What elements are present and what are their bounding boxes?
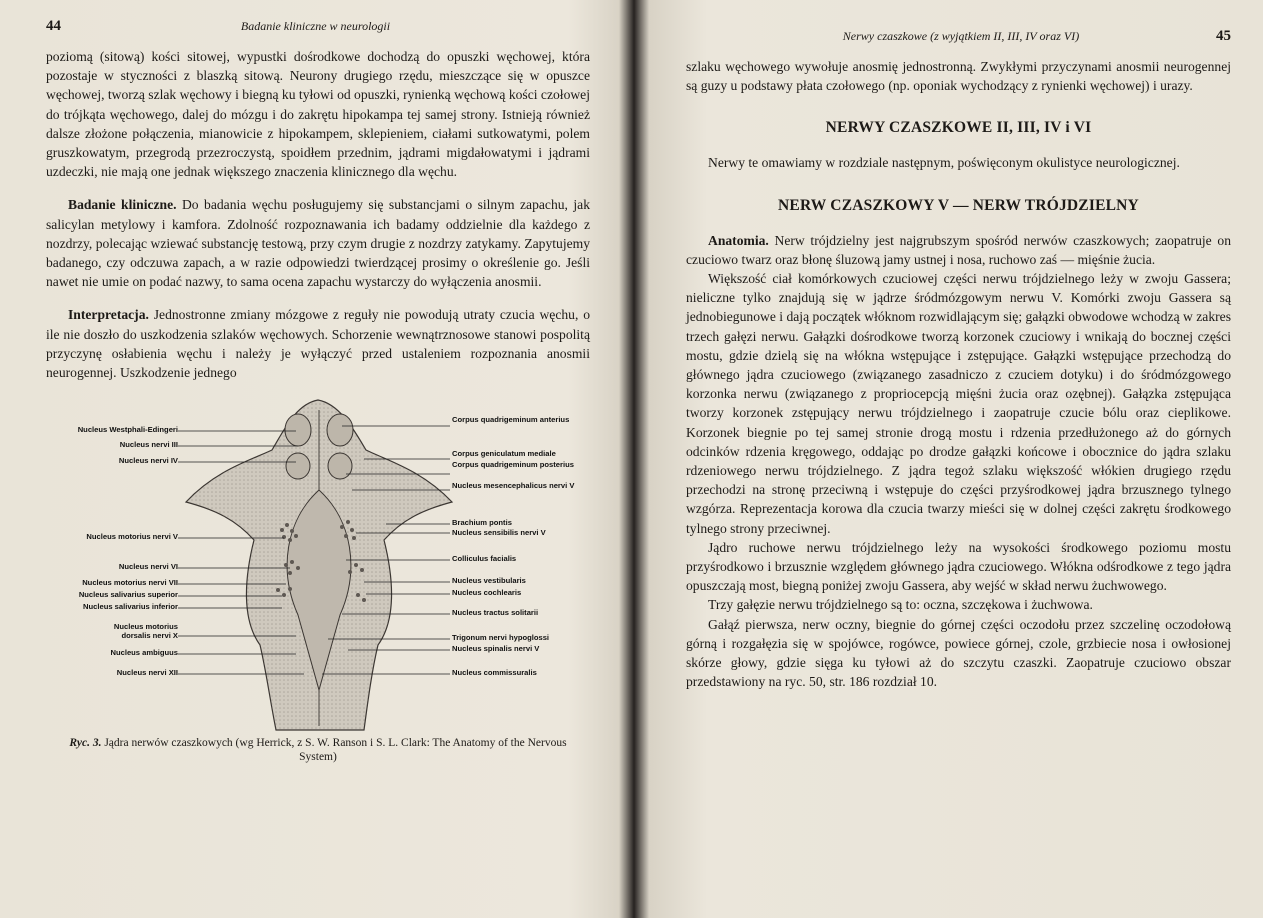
label-nucleus-commissuralis: Nucleus commissuralis	[452, 668, 537, 678]
caption-number: Ryc. 3.	[69, 737, 102, 750]
label-westphal-edinger: Nucleus Westphali-Edingeri	[77, 425, 178, 435]
label-nucleus-spinalis-v: Nucleus spinalis nervi V	[452, 644, 540, 654]
ophthalmic-branch-paragraph: Gałąź pierwsza, nerw oczny, biegnie do górnej części oczodołu przez szczelinę oczodołową górną i rozgałęzia się w spojówce, rogówce, powiece górnej, czole, grzbiecie nosa i owłosionej skórze głowy, gdzie sięga ku tyłowi aż do szczytu czaszki. Zaopatruje czuciowo obszar przedstawiony na ryc. 50, str. 186 rozdział 10.	[686, 616, 1231, 690]
label-nucleus-nervi-vi: Nucleus nervi VI	[118, 562, 178, 572]
label-corpus-quadrigeminum-posterius: Corpus quadrigeminum posterius	[452, 460, 574, 470]
right-running-title: Nerwy czaszkowe (z wyjątkiem II, III, IV oraz VI)	[842, 29, 1080, 43]
three-branches-paragraph: Trzy gałęzie nerwu trójdzielnego są to: oczna, szczękowa i żuchwowa.	[708, 597, 1093, 613]
left-page-number: 44	[46, 18, 61, 34]
label-nucleus-nervi-xii: Nucleus nervi XII	[116, 668, 178, 678]
collicule-left	[285, 414, 311, 446]
interp-text: Jednostronne zmiany mózgowe z reguły nie powodują utraty czucia węchu, o ile nie doszło do uszkodzenia szlaków węchowych. Schorzenie wewnątrznosowe stanowi pospolitą przyczynę osłabienia węchu i należy je wyłączyć przed ustaleniem rozpoznania anosmii neurogennej. Uszkodzenie jednego	[46, 307, 590, 381]
interp-paragraph	[46, 305, 590, 382]
label-nucleus-mesencephalicus-v: Nucleus mesencephalicus nervi V	[452, 481, 575, 491]
anatomy-paragraph	[686, 231, 1231, 269]
label-nucleus-motorius-vii: Nucleus motorius nervi VII	[82, 578, 178, 588]
label-nucleus-ambiguus: Nucleus ambiguus	[110, 648, 178, 658]
label-trigonum-hypoglossi: Trigonum nervi hypoglossi	[452, 633, 550, 643]
right-intro-paragraph: szlaku węchowego wywołuje anosmię jednostronną. Zwykłymi przyczynami anosmii neurogennej są guzy u podstawy płata czołowego (np. oponiak wychodzący z rynienki węchowej) i urazy.	[686, 59, 1231, 94]
label-salivarius-inferior: Nucleus salivarius inferior	[83, 602, 178, 612]
exam-paragraph	[46, 195, 590, 291]
label-corpus-geniculatum-mediale: Corpus geniculatum mediale	[452, 449, 556, 459]
label-motorius-dorsalis-x: Nucleus motorius dorsalis nervi X	[113, 622, 178, 640]
interp-lead: Interpretacja.	[68, 307, 149, 323]
para-ophthalmology-ref: Nerwy te omawiamy w rozdziale następnym, poświęconym okulistyce neurologicznej.	[708, 155, 1180, 171]
label-nucleus-nervi-iii: Nucleus nervi III	[119, 440, 178, 450]
heading-trigeminal-nerve: NERW CZASZKOWY V — NERW TRÓJDZIELNY	[778, 196, 1139, 214]
label-nucleus-motorius-v: Nucleus motorius nervi V	[86, 532, 178, 542]
gasser-paragraph: Większość ciał komórkowych czuciowej części nerwu trójdzielnego leży w zwoju Gassera; nieliczne tylko znajdują się w jądrze śródmózgowym nerwu V. Komórki zwoju Gassera są jednobiegunowe i dają początek włóknom rozwidlającym się; gałązki obwodowe wchodzą w zakres trzech gałęzi nerwu. Gałązki dośrodkowe tworzą korzonek czuciowy i wnikają do bocznej części mostu, gdzie dzielą się na włókna wstępujące i zstępujące. Gałązki wstępujące przechodzą do głównego jądra czuciowego (związanego zasadniczo z czuciem dotyku) i do śródmózgowego korzonka nerwu (związanego z propriocepcją mięśni żucia oraz ozębnej). Gałązka zstępująca tworzy korzonek zstępujący nerwu trójdzielnego i zaopatruje czucie bólu oraz cieplikowe. Korzonek biegnie po tej samej stronie drogą mostu i rdzenia przedłużonego aż do górnych odcinków rdzenia kręgowego, oddając po drodze gałązki końcowe i obocznice do jądra szlaku rdzeniowego nerwu trójdzielnego. Z jądra tegoż szlaku większość włókien drugiego rzędu przechodzi na stronę przeciwną i wstępuje do części przyśrodkowej jądra brzusznego tylnego wzgórza. Reprezentacja korowa dla czucia twarzy mieści się w dolnej części zakrętu środkowego tylnego strony przeciwnej.	[686, 271, 1231, 536]
left-running-title: Badanie kliniczne w neurologii	[240, 19, 391, 33]
label-salivarius-superior: Nucleus salivarius superior	[78, 590, 178, 600]
label-brachium-pontis: Brachium pontis	[452, 518, 512, 528]
anatomy-lead: Anatomia.	[708, 232, 769, 248]
figure-caption	[46, 736, 590, 764]
motor-nucleus-paragraph: Jądro ruchowe nerwu trójdzielnego leży na wysokości środkowego poziomu mostu przyśrodkowo i brzusznie względem głównego jądra czuciowego. Włókna odśrodkowe z tego jądra opuszczają most, biegną poniżej zwoju Gassera, aby wejść w skład nerwu żuchwowego.	[686, 539, 1231, 594]
collicule-right	[327, 414, 353, 446]
left-running-head	[46, 18, 590, 35]
left-page	[0, 0, 620, 918]
label-colliculus-facialis: Colliculus facialis	[452, 554, 517, 564]
label-corpus-quadrigeminum-anterius: Corpus quadrigeminum anterius	[452, 415, 570, 425]
exam-text: Do badania węchu posługujemy się substancjami o silnym zapachu, jak salicylan metylowy i kamfora. Zdolność rozpoznawania ich badamy oddzielnie dla każdego z nozdrzy, polecając wziewać substancję testową, przy czym drugie z nozdrzy zatykamy. Zapytujemy badanego, czy odczuwa zapach, a w razie odpowiedzi twierdzącej prosimy o określenie go. Jeśli nawet nie umie on podać nazwy, to sama ocena zapachu wystarczy do wyłączenia anosmii.	[46, 197, 590, 290]
right-running-head	[686, 28, 1231, 45]
right-page	[642, 0, 1263, 918]
left-intro-paragraph: poziomą (sitową) kości sitowej, wypustki dośrodkowe dochodzą do opuszki węchowej, która pozostaje w styczności z blaszką sitową. Neurony drugiego rzędu, mieszczące się w opuszce węchowej, tworzą szlak węchowy i biegną ku tyłowi od opuszki, rynienką węchową kości czołowej do trójkąta węchowego, dalej do mózgu i do zakrętu hipokampa tej samej strony. Istnieją również dalsze złożone połączenia, mianowicie z hipokampem, sklepieniem, ciałami sutkowatymi, polem gruszkowatym, przegrodą przezroczystą, spoidłem przednim, jądrami migdałowatymi i jądrami uzdeczki, nie mają one jednak większego znaczenia klinicznego dla węchu.	[46, 49, 590, 180]
label-tractus-solitarii: Nucleus tractus solitarii	[452, 608, 539, 618]
brainstem-figure	[46, 390, 590, 732]
label-nucleus-sensibilis-v: Nucleus sensibilis nervi V	[452, 528, 546, 538]
label-nucleus-cochlearis: Nucleus cochlearis	[452, 588, 522, 598]
exam-lead: Badanie kliniczne.	[68, 197, 177, 213]
anatomy-text: Nerw trójdzielny jest najgrubszym spośród nerwów czaszkowych; zaopatruje on czuciowo twarz oraz błonę śluzową jamy ustnej i nosa, ruchowo zaś — mięśnie żucia.	[686, 232, 1231, 267]
label-nucleus-vestibularis: Nucleus vestibularis	[452, 576, 526, 586]
right-page-number: 45	[1215, 28, 1231, 44]
label-nucleus-nervi-iv: Nucleus nervi IV	[118, 456, 178, 466]
heading-nerves-ii-iii-iv-vi: NERWY CZASZKOWE II, III, IV i VI	[825, 119, 1092, 137]
caption-text: Jądra nerwów czaszkowych (wg Herrick, z S. W. Ranson i S. L. Clark: The Anatomy of the Nervous System)	[101, 737, 567, 764]
